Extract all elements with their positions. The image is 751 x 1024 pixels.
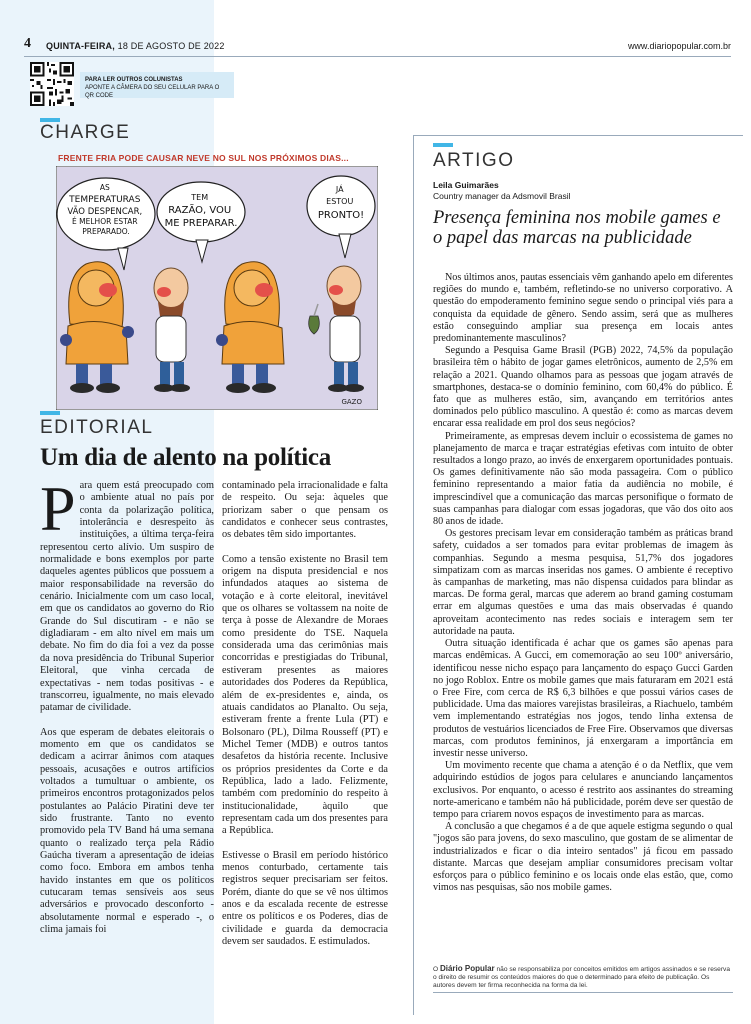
editorial-paragraph: Estivesse o Brasil em período histórico menos conturbado, certamente tais registros sequer precisariam ser feitos. Porém, diante do que se vê nos últimos anos e da escalada recente de estresse entre os políticos e os Poderes, dias de civilidade e guarda da democracia devem ser saudados. E estimulados.	[222, 849, 388, 948]
header-site-url[interactable]: www.diariopopular.com.br	[627, 41, 731, 51]
header-weekday: QUINTA-FEIRA,	[46, 41, 115, 51]
balloon1-line4: É MELHOR ESTAR	[72, 217, 138, 226]
balloon1-line5: PREPARADO.	[82, 227, 130, 236]
page-header	[24, 36, 731, 54]
balloon1-line3: VÃO DESPENCAR,	[67, 207, 143, 217]
artigo-paragraph: Outra situação identificada é achar que os games são apenas para marcas endêmicas. A Gucci, em comemoração ao seu 100º aniversário, identificou nesse nicho espaço para lançamento do espaço Gucci Garden no jogo Roblox. Entre os mobile games que mais faturaram em 2021 está o Free Fire, com cerca de R$ 6,3 bilhões e que possui vários cases de publicidade. Uma das maiores varejistas brasileiras, a Riachuelo, também vem implementando estratégias nos jogos, tendo linha extensa de produtos de vestuários licenciados de Free Fire. Observamos que diversas marcas, com produtos femininos, já enxergaram a importância em investir nesse universo.	[433, 638, 733, 759]
author-name: Leila Guimarães	[433, 180, 499, 190]
qr-code-icon[interactable]	[30, 62, 74, 106]
artigo-section-title: ARTIGO	[433, 150, 515, 171]
charge-caption: FRENTE FRIA PODE CAUSAR NEVE NO SUL NOS PRÓXIMOS DIAS...	[58, 153, 349, 163]
editorial-column-1	[40, 473, 214, 936]
qr-promo-box	[80, 72, 234, 98]
balloon3-line1: JÁ	[335, 185, 344, 194]
editorial-paragraph	[40, 473, 214, 715]
artigo-paragraph: Os gestores precisam levar em consideração também as práticas brand safety, cuidados a ser tomados para evitar problemas de imagem às companhias. Segundo a mesma pesquisa, 51,7% dos jogadores simpatizam com as marcas inseridas nos games. O ambiente é receptivo às campanhas de marketing, mas não dispensa cuidados para blindar as marcas. De forma geral, marcas que aderem ao brand gaming costumam errar em algumas questões e uma das mais observadas é quando aproveitam acontecimento nas redes sociais e interagem sem ter autoridade na pauta.	[433, 528, 733, 637]
artigo-paragraph: Nos últimos anos, pautas essenciais vêm ganhando apelo em diferentes regiões do mundo e, também, refletindo-se no universo corporativo. A questão do empoderamento feminino segue sendo o principal viés para a conquista da equidade de gênero. Sendo assim, será que as mulheres estão conseguindo ampliar sua presença em locais antes predominantemente masculinos?	[433, 272, 733, 345]
charge-section-title: CHARGE	[40, 122, 131, 143]
cartoon-illustration	[56, 166, 378, 410]
artigo-body	[433, 272, 733, 894]
balloon3-line2: ESTOU	[326, 197, 354, 206]
editorial-paragraph: Como a tensão existente no Brasil tem origem na disputa presidencial e nos infundados ataques ao sistema de votação e à corte eleitoral, inevitável que os olhares se voltassem na noite de terça à posse de Alexandre de Moraes como presidente do TSE. Naquela considerada uma das cerimônias mais concorridas e prestigiadas do Tribunal, estiveram presentes as maiores autoridades dos Poderes da República, além de ex-presidentes e, ainda, os atuais candidatos ao Planalto. Ou seja, estiveram frente a frente Lula (PT) e Bolsonaro (PL), Dilma Rousseff (PT) e Michel Temer (MDB) e outros tantos desafetos da história recente. Inclusive os próprios presidentes da Corte e da República, lado a lado. Felizmente, também com predomínio do respeito à institucionalidade, àquilo que representam cada um dos presentes para a República.	[222, 553, 388, 837]
artigo-paragraph: A conclusão a que chegamos é a de que aquele estigma segundo o qual "jogos são para jovens, do sexo masculino, que gostam de se alimentar de industrializados e ficar o dia inteiro sentados" já ficou em passado distante. Marcas que desejam ampliar consumidores precisam voltar esforços para o público feminino e os locais onde elas estão, que, como vimos nas pesquisas, são nos mobile games.	[433, 821, 733, 894]
editorial-paragraph: contaminado pela irracionalidade e falta de respeito. Ou seja: àqueles que priorizam saber o que pensam os candidatos e conhecer seus contrastes, os debates têm sido importantes.	[222, 480, 388, 541]
disclaimer-lead: O	[433, 966, 439, 973]
balloon1-line2: TEMPERATURAS	[69, 195, 141, 205]
editorial-accent-bar	[40, 411, 60, 415]
author-role: Country manager da Adsmovil Brasil	[433, 191, 571, 201]
artigo-frame-top	[413, 135, 743, 136]
artigo-author	[433, 180, 570, 202]
header-divider	[24, 56, 731, 57]
editorial-section-title: EDITORIAL	[40, 417, 154, 438]
editorial-headline: Um dia de alento na política	[40, 444, 331, 471]
qr-promo-line1: PARA LER OUTROS COLUNISTAS	[85, 77, 183, 83]
artigo-headline: Presença feminina nos mobile games e o papel das marcas na publicidade	[433, 208, 721, 248]
artigo-frame-left	[413, 135, 414, 1015]
artigo-paragraph: Um movimento recente que chama a atenção é o da Netflix, que vem adquirindo estúdios de jogos para celulares e anunciando lançamentos exclusivos. Por enquanto, o acesso é restrito aos assinantes do streaming norte-americano e também não há publicidade, porém deve ser questão de tempo para criarem novos espaços de investimento para as marcas.	[433, 760, 733, 820]
editorial-paragraph: Aos que esperam de debates eleitorais o momento em que os candidatos se dedicam a acirrar ânimos com ataques pessoais, acusações e outros artifícios voltados a tumultuar o ambiente, os primeiros encontros protagonizados pelos postulantes ao Palácio Piratini deve ter sido frustrante. Tanto no evento promovido pela TV Band há uma semana quanto o realizado terça pela Rádio Gaúcha tiveram a apresentação de ideias como foco. Embora em ambos tenha havido instantes em que os políticos cutucaram temas sensíveis aos seus adversários e provocado desconforto - absolutamente normal e esperado -, o clima jamais foi	[40, 726, 214, 936]
header-date	[46, 41, 225, 51]
editorial-dropcap: P	[40, 473, 76, 544]
disclaimer-text: não se responsabiliza por conceitos emitidos em artigos assinados e se reserva o direito de resumir os conteúdos maiores do que o determinado para efeito de publicação. Os autores devem ter firma reconhecida na forma da lei.	[433, 966, 730, 989]
balloon3-line3: PRONTO!	[317, 210, 365, 221]
bottom-divider	[433, 992, 733, 993]
balloon1-line1: AS	[99, 183, 110, 192]
disclaimer	[433, 965, 733, 990]
balloon2-line3: ME PREPARAR.	[164, 218, 238, 229]
cartoon-signature: GAZO	[341, 398, 362, 406]
artigo-paragraph: Primeiramente, as empresas devem incluir o ecossistema de games no planejamento de marca e traçar estratégias efetivas com intuito de obter resultados a longo prazo, ao invés de enxergarem oportunidades pontuais. Os games definitivamente não são moda passageira. Com o público feminino representando a maior fatia da audiência no mobile, é imprescindível que a comunicação das marcas personifique o formato de suas campanhas para dialogar com essas jogadoras, que vão dos oito aos 80 anos de idade.	[433, 430, 733, 528]
header-date-text: 18 DE AGOSTO DE 2022	[117, 41, 225, 51]
page-number: 4	[24, 36, 31, 51]
artigo-accent-bar	[433, 143, 453, 147]
balloon2-line1: TEM	[191, 193, 209, 202]
editorial-column-2	[222, 480, 388, 948]
balloon2-line2: RAZÃO, VOU	[168, 205, 232, 216]
editorial-paragraph-text: ara quem está preocupado com o ambiente atual no país por conta da polarização política, intolerância e desrespeito às instituições, a última terça-feira representou certo alívio. Um suspiro de normalidade e bons exemplos por parte daqueles agentes públicos que possuem a maior responsabilidade na reversão do cenário. Inicialmente com um caso local, em que os candidatos ao governo do Rio Grande do Sul discutiram - e não se digladiaram - em alto nível em mais um debate. No fim do dia foi a vez da posse da nova presidência do Tribunal Superior Eleitoral, que vinha cercada de expectativas - nem todas positivas - e transcorreu, igualmente, no mais elevado patamar de civilidade.	[40, 480, 214, 714]
disclaimer-brand: Diário Popular	[439, 964, 495, 973]
qr-promo-line2: APONTE A CÂMERA DO SEU CELULAR PARA O QR CODE	[85, 85, 220, 99]
artigo-paragraph: Segundo a Pesquisa Game Brasil (PGB) 2022, 74,5% da população brasileira têm o hábito de jogar games eletrônicos, aumento de 2,5% em relação a 2021. Quando olhamos para as pessoas que jogam através de smartphones, destaca-se o domínio feminino, com 60,4% do público. É fato que as mulheres estão, sim, avançando em territórios antes dominados pelo público masculino. A questão é: como as marcas devem encarar essa realidade em prol dos seus negócios?	[433, 345, 733, 430]
